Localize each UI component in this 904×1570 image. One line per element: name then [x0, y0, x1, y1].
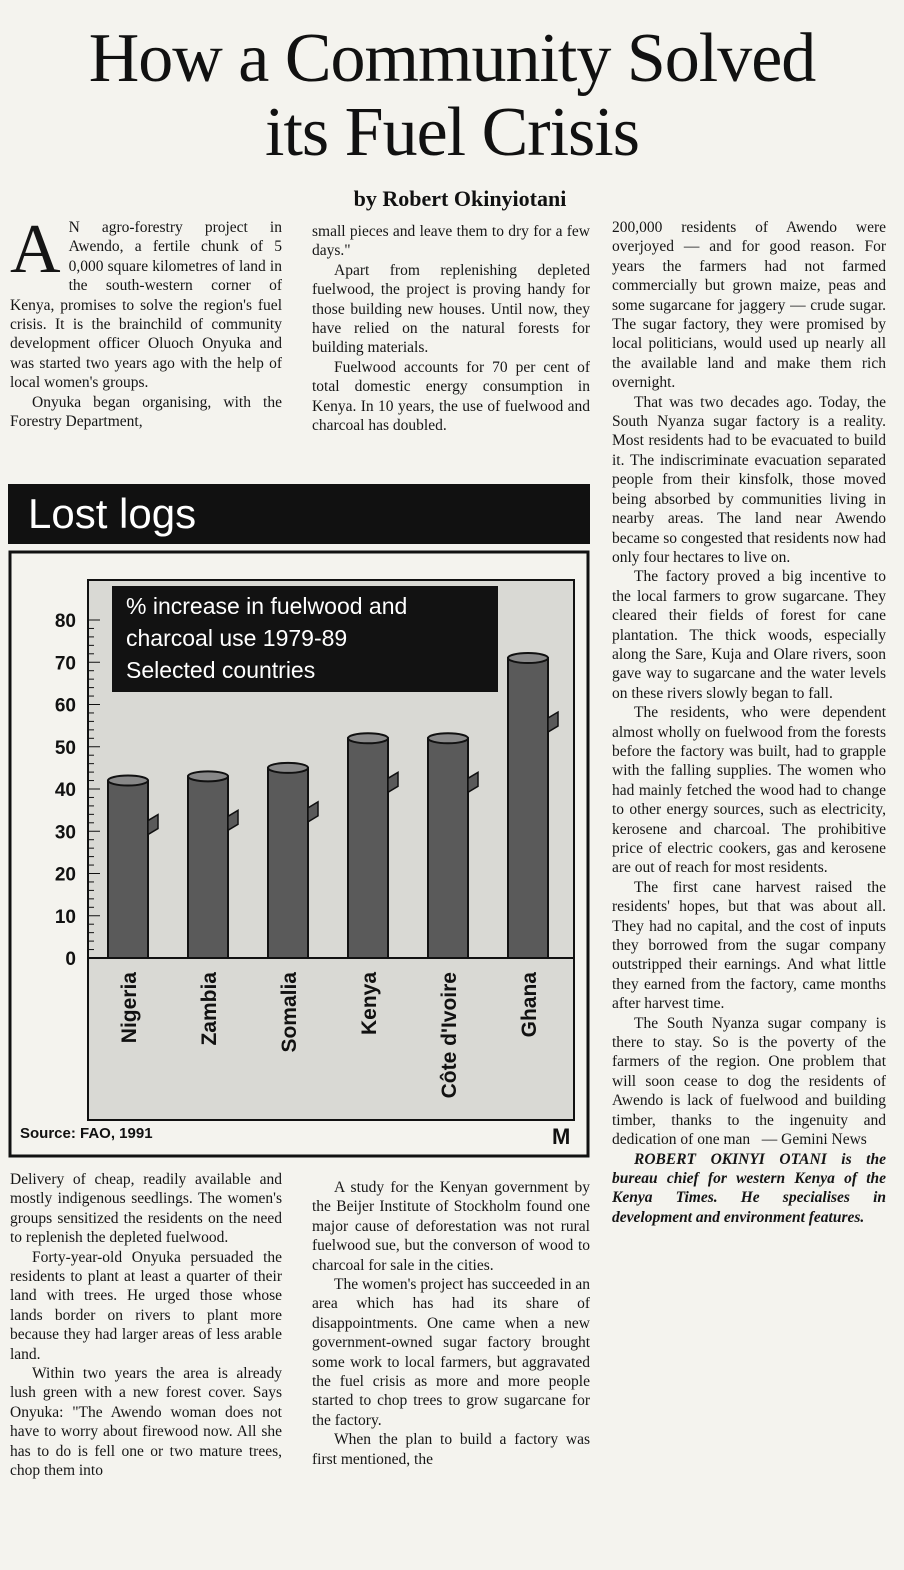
- chart-source: Source: FAO, 1991: [20, 1125, 153, 1142]
- y-tick-label: 60: [54, 695, 76, 717]
- paragraph: A study for the Kenyan government by the Beijer Institute of Stockholm found one major cause of deforestation was not rural fuelwood sue, but the converson of wood to charcoal for sale in the cities.: [312, 1179, 590, 1274]
- paragraph-text: N agro-forestry project in Awendo, a fertile chunk of 5 0,000 square kilometres of land in the south-western corner of Kenya, promises to solve the region's fuel crisis. It is the brainchild of community development officer Oluoch Onyuka and was started two years ago with the help of local women's groups.: [10, 219, 282, 392]
- column-3: [612, 218, 886, 1558]
- y-tick-label: 10: [54, 906, 76, 928]
- bar-log-top: [108, 776, 148, 786]
- y-tick-label: 0: [65, 949, 76, 970]
- chart-title: Lost logs: [28, 490, 197, 537]
- bar-log: [348, 738, 388, 958]
- y-tick-label: 50: [54, 737, 76, 759]
- paragraph: Within two years the area is already lush green with a new forest cover. Says Onyuka: "The Awendo woman does not have to worry about firewood now. All she has to do is fell one or two mature trees, chop them into: [10, 1365, 282, 1480]
- bar-log-top: [348, 733, 388, 743]
- chart-subtitle-line-1: % increase in fuelwood and: [126, 593, 408, 619]
- x-tick-label: Kenya: [358, 972, 381, 1036]
- x-tick-label: Ghana: [518, 972, 541, 1038]
- bar-log: [428, 738, 468, 958]
- bar-log: [268, 768, 308, 958]
- x-tick-label: Côte d'Ivoire: [438, 972, 461, 1099]
- paragraph: small pieces and leave them to dry for a few days.": [312, 223, 590, 260]
- bar-log: [108, 781, 148, 958]
- y-tick-label: 80: [54, 611, 76, 632]
- paragraph: That was two decades ago. Today, the South Nyanza sugar factory is a reality. Most residents had to be evacuated to build it. The indiscriminate evacuation separated people from their kinsfolk, those moved being absorbed by communities living in nearby areas. The land near Awendo became so congested that residents now had only four hectares to live on.: [612, 393, 886, 566]
- bar-log-top: [428, 733, 468, 743]
- column-2-top: [312, 222, 590, 472]
- y-tick-label: 30: [54, 822, 76, 844]
- bar-log: [508, 658, 548, 958]
- headline-line-2: its Fuel Crisis: [265, 94, 639, 171]
- x-tick-label: Zambia: [198, 972, 221, 1046]
- news-credit: — Gemini News: [761, 1131, 867, 1149]
- paragraph-text: The South Nyanza sugar company is there to stay. So is the poverty of the farmers of the region. One problem that will soon cease to dog the residents of Awendo is lack of fuelwood and building timber, thanks to the ingenuity and dedication of one man: [612, 1014, 886, 1149]
- paragraph: The first cane harvest raised the residents' hopes, but that was about all. They had no capital, and the cost of inputs they borrowed from the sugar company outstripped their earnings. And what little they earned from the factory, came months after harvest time.: [612, 878, 886, 1013]
- paragraph: Delivery of cheap, readily available and mostly indigenous seedlings. The women's groups sensitized the residents on the need to replenish the depleted fuelwood.: [10, 1171, 282, 1247]
- bar-log-top: [268, 763, 308, 773]
- chart-subtitle-line-2: charcoal use 1979-89: [126, 625, 348, 651]
- paragraph: The women's project has succeeded in an area which has had its share of disappointments. One came when a new government-owned sugar factory brought some work to local farmers, but aggravated the fuel crisis as more and more people started to chop trees to grow sugarcane for the factory.: [312, 1276, 590, 1429]
- lost-logs-chart: [8, 484, 590, 1160]
- column-1-bottom: [10, 1170, 282, 1562]
- paragraph: Fuelwood accounts for 70 per cent of total domestic energy consumption in Kenya. In 10 years, the use of fuelwood and charcoal has doubled.: [312, 358, 590, 435]
- bar-log-top: [508, 653, 548, 663]
- paragraph: The factory proved a big incentive to the local farmers to grow sugarcane. They cleared their fields of forest for cane plantation. The thick woods, especially along the Sare, Kuja and Olare rivers, soon gave way to sugarcane and the water levels on these rivers slowly began to fall.: [612, 568, 886, 702]
- chart-svg: [8, 484, 590, 1160]
- column-2-bottom: [312, 1178, 590, 1562]
- headline: [0, 22, 904, 170]
- chart-subtitle-line-3: Selected countries: [126, 657, 316, 683]
- author-bio: ROBERT OKINYI OTANI is the bureau chief for western Kenya of the Kenya Times. He specialises in development and environment features.: [612, 1150, 886, 1226]
- drop-cap: A: [10, 218, 61, 288]
- paragraph: Onyuka began organising, with the Forestry Department,: [10, 393, 282, 431]
- x-tick-label: Somalia: [278, 972, 301, 1053]
- y-tick-label: 40: [54, 780, 76, 801]
- paragraph: Forty-year-old Onyuka persuaded the residents to plant at least a quarter of their land with trees. He urged those whose lands border on rivers to plant more because they had larger areas of less arable land.: [10, 1248, 282, 1363]
- headline-line-1: How a Community Solved: [88, 20, 816, 97]
- paragraph: 200,000 residents of Awendo were overjoyed — and for good reason. For years the farmers had not farmed commercially but grown maize, peas and some sugarcane for jaggery — crude sugar. The sugar factory, they were promised by local politicians, would used up nearly all the available land and make them rich overnight.: [612, 219, 886, 392]
- paragraph: Apart from replenishing depleted fuelwood, the project is proving handy for those building new houses. Until now, they have relied on the natural forests for building materials.: [312, 261, 590, 357]
- y-tick-label: 20: [54, 864, 76, 886]
- byline: by Robert Okinyiotani: [353, 186, 567, 211]
- column-1-top: [10, 218, 282, 472]
- x-tick-label: Nigeria: [118, 972, 141, 1044]
- paragraph: When the plan to build a factory was first mentioned, the: [312, 1431, 590, 1468]
- paragraph: [612, 1014, 886, 1150]
- bar-log-top: [188, 771, 228, 781]
- paragraph: [10, 218, 282, 393]
- y-tick-label: 70: [54, 653, 76, 675]
- gemini-logo: M: [552, 1124, 571, 1149]
- bar-log: [188, 776, 228, 958]
- paragraph: The residents, who were dependent almost wholly on fuelwood from the forests before the factory was built, had to grapple with the falling supplies. The women who had mainly fetched the wood had to change to other energy sources, such as electricity, kerosene and charcoal. The prohibitive price of electric cookers, gas and kerosene are out of reach for most residents.: [612, 704, 886, 877]
